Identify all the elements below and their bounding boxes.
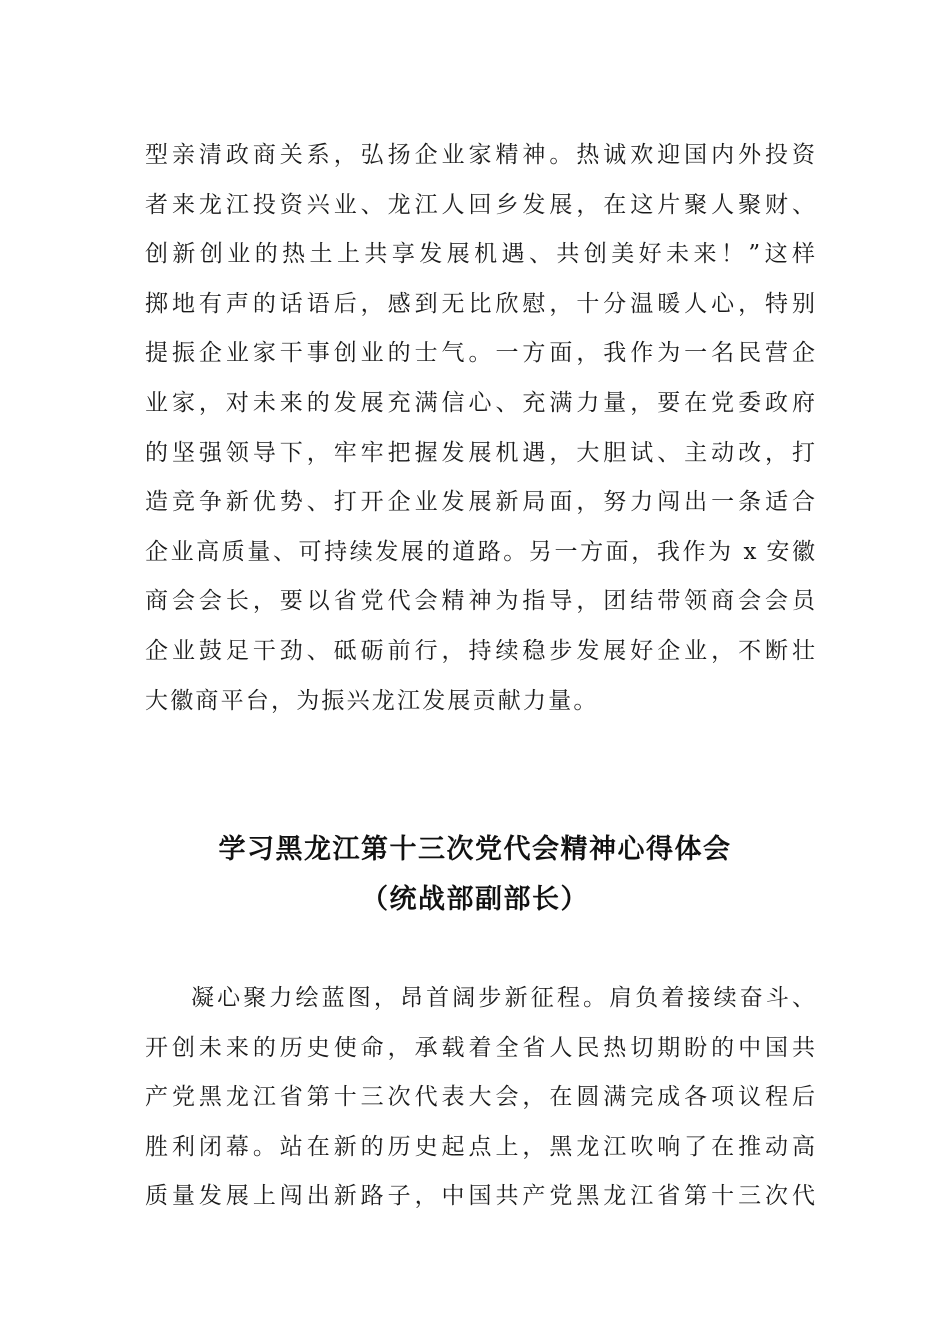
text-line-first: 凝心聚力绘蓝图，昂首阔步新征程。肩负着接续奋斗、 xyxy=(191,985,815,1011)
text-line: 质量发展上闯出新路子，中国共产党黑龙江省第十三次代 xyxy=(145,1183,815,1210)
text-line: 企业鼓足干劲、砥砺前行，持续稳步发展好企业，不断壮 xyxy=(145,637,815,664)
text-line: 企业高质量、可持续发展的道路。另一方面，我作为 x 安徽 xyxy=(145,538,815,565)
page-subtitle: （统战部副部长） xyxy=(361,884,589,915)
text-line: 型亲清政商关系，弘扬企业家精神。热诚欢迎国内外投资 xyxy=(145,142,815,168)
text-line: 产党黑龙江省第十三次代表大会，在圆满完成各项议程后 xyxy=(145,1084,815,1111)
text-line: 掷地有声的话语后，感到无比欣慰，十分温暖人心，特别 xyxy=(145,290,815,317)
page-title: 学习黑龙江第十三次党代会精神心得体会 xyxy=(218,834,732,865)
paragraph-continued xyxy=(145,131,815,726)
text-line: 者来龙江投资兴业、龙江人回乡发展，在这片聚人聚财、 xyxy=(145,191,815,218)
section-heading xyxy=(0,825,950,925)
text-line: 胜利闭幕。站在新的历史起点上，黑龙江吹响了在推动高 xyxy=(145,1133,815,1160)
text-line: 造竞争新优势、打开企业发展新局面，努力闯出一条适合 xyxy=(145,489,815,516)
text-line: 提振企业家干事创业的士气。一方面，我作为一名民营企 xyxy=(145,340,815,367)
text-line: 业家，对未来的发展充满信心、充满力量，要在党委政府 xyxy=(145,389,815,416)
text-line: 商会会长，要以省党代会精神为指导，团结带领商会会员 xyxy=(145,588,815,615)
paragraph-body xyxy=(145,974,815,1222)
text-line: 的坚强领导下，牢牢把握发展机遇，大胆试、主动改，打 xyxy=(145,439,815,466)
text-line: 大徽商平台，为振兴龙江发展贡献力量。 xyxy=(145,687,599,714)
text-line: 开创未来的历史使命，承载着全省人民热切期盼的中国共 xyxy=(145,1034,815,1061)
text-line: 创新创业的热土上共享发展机遇、共创美好未来！”这样 xyxy=(145,241,815,268)
